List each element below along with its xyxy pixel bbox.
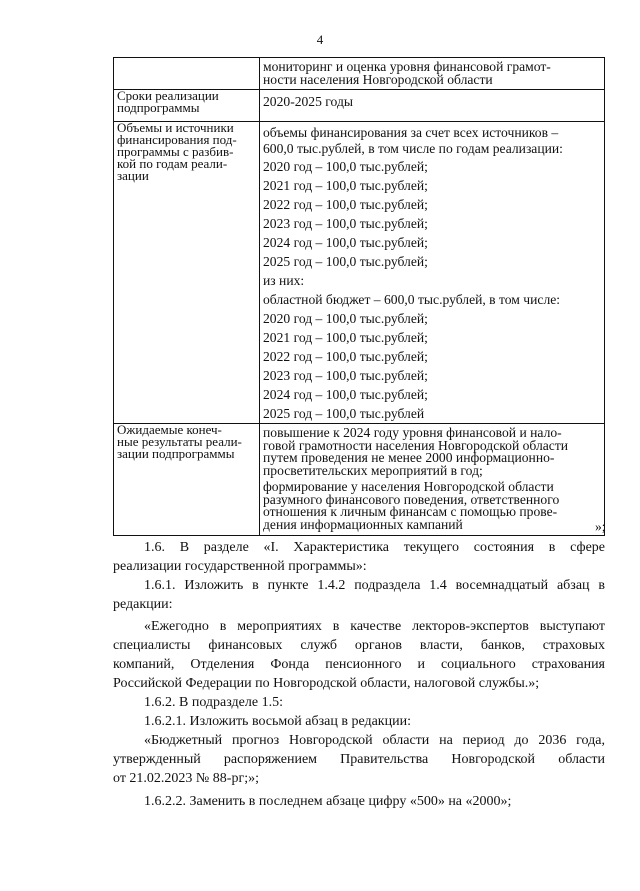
table-row — [114, 58, 605, 90]
results-paragraph-2: формирование у населения Новгородской области разумного финансового поведения, ответственного отношения к личным финансам с помощью прове- дения информационных кампаний — [263, 479, 560, 532]
row-value-monitoring: мониторинг и оценка уровня финансовой грамот- ности населения Новгородской области — [260, 58, 605, 90]
results-paragraph-1: повышение к 2024 году уровня финансовой и нало- говой грамотности населения Новгородской области путем проведения не менее 2000 информационно- просветительских мероприятий в год; — [263, 425, 569, 478]
quote-forecast-line: утвержденный распоряжением Правительства Новгородской области — [113, 752, 605, 767]
row-label-timeline: Сроки реализации подпрограммы — [114, 90, 260, 122]
row-value-timeline: 2020-2025 годы — [260, 90, 605, 122]
paragraph-1-6-cont: реализации государственной программы»: — [113, 559, 367, 574]
paragraph-1-6-1-cont: редакции: — [113, 597, 173, 612]
table-row — [114, 122, 605, 424]
paragraph-1-6-2-2: 1.6.2.2. Заменить в последнем абзаце цифру «500» на «2000»; — [144, 794, 512, 809]
quote-forecast-line: «Бюджетный прогноз Новгородской области на период до 2036 года, — [144, 733, 605, 748]
funding-year-regional: 2021 год – 100,0 тыс.рублей; — [263, 330, 428, 345]
row-label-results: Ожидаемые конеч- ные результаты реали- зации подпрограммы — [114, 424, 260, 536]
funding-of-them: из них: — [263, 273, 305, 288]
funding-year-all: 2020 год – 100,0 тыс.рублей; — [263, 159, 428, 174]
funding-regional-budget: областной бюджет – 600,0 тыс.рублей, в том числе: — [263, 292, 561, 307]
row-value-results — [260, 424, 605, 536]
funding-year-all: 2025 год – 100,0 тыс.рублей; — [263, 254, 428, 269]
paragraph-1-6-2: 1.6.2. В подразделе 1.5: — [144, 695, 283, 710]
funding-year-all: 2024 год – 100,0 тыс.рублей; — [263, 235, 428, 250]
table-row — [114, 90, 605, 122]
funding-year-regional: 2020 год – 100,0 тыс.рублей; — [263, 311, 428, 326]
page-number: 4 — [316, 32, 324, 47]
subprogram-passport-table — [113, 57, 605, 536]
quote-experts-line: специалисты финансовых служб органов власти, банков, страховых — [113, 638, 605, 653]
table-row — [114, 424, 605, 536]
paragraph-1-6-2-1: 1.6.2.1. Изложить восьмой абзац в редакции: — [144, 714, 411, 729]
amendment-text — [113, 538, 605, 811]
row-label-empty — [114, 58, 260, 90]
paragraph-1-6: 1.6. В разделе «I. Характеристика текущего состояния в сфере — [144, 540, 605, 555]
funding-intro: объемы финансирования за счет всех источников – 600,0 тыс.рублей, в том числе по годам реализации: — [263, 125, 563, 156]
row-label-funding: Объемы и источники финансирования под- программы с разбив- кой по годам реали- зации — [114, 122, 260, 424]
quote-forecast-line: от 21.02.2023 № 88-рг;»; — [113, 771, 259, 786]
funding-year-regional: 2023 год – 100,0 тыс.рублей; — [263, 368, 428, 383]
funding-year-all: 2023 год – 100,0 тыс.рублей; — [263, 216, 428, 231]
paragraph-1-6-1: 1.6.1. Изложить в пункте 1.4.2 подраздела 1.4 восемнадцатый абзац в — [144, 578, 605, 593]
row-value-funding — [260, 122, 605, 424]
closing-quote-mark: »; — [595, 519, 606, 534]
funding-year-regional: 2025 год – 100,0 тыс.рублей — [263, 406, 425, 421]
funding-year-regional: 2022 год – 100,0 тыс.рублей; — [263, 349, 428, 364]
funding-year-regional: 2024 год – 100,0 тыс.рублей; — [263, 387, 428, 402]
quote-experts-line: «Ежегодно в мероприятиях в качестве лекторов-экспертов выступают — [144, 619, 605, 634]
quote-experts-line: компаний, Отделения Фонда пенсионного и социального страхования — [113, 657, 605, 672]
funding-year-all: 2022 год – 100,0 тыс.рублей; — [263, 197, 428, 212]
funding-year-all: 2021 год – 100,0 тыс.рублей; — [263, 178, 428, 193]
quote-experts-line: Российской Федерации по Новгородской области, налоговой службы.»; — [113, 676, 540, 691]
